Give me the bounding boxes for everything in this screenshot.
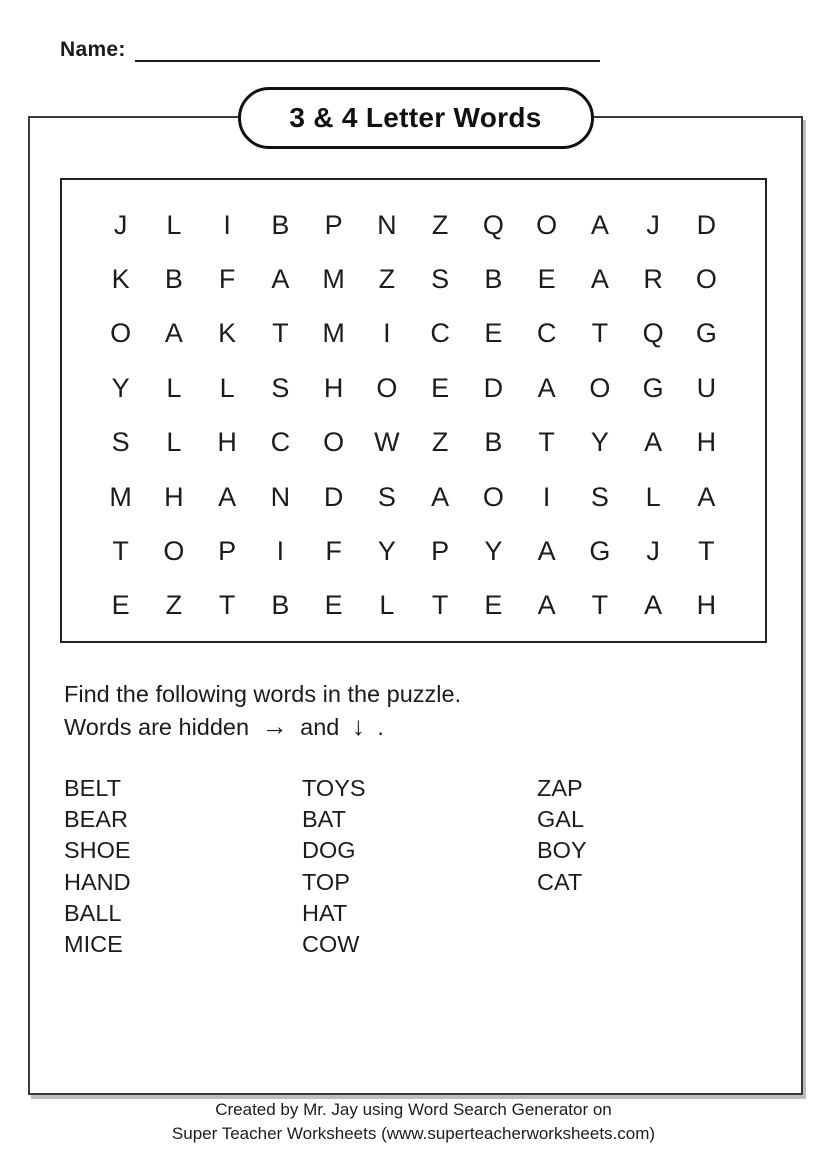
word-list-item: HAT <box>302 899 348 926</box>
grid-letter: A <box>537 535 556 566</box>
title-pill <box>238 87 594 149</box>
instructions-line-2-prefix: Words are hidden <box>64 714 250 740</box>
name-blank-line <box>135 38 600 62</box>
word-list-item: TOYS <box>302 775 366 801</box>
grid-letter: C <box>430 318 450 349</box>
grid-letter: Z <box>165 590 183 621</box>
grid-letter: Z <box>431 427 449 458</box>
grid-letter: I <box>276 535 285 566</box>
instructions-line-1: Find the following words in the puzzle. <box>64 681 462 707</box>
grid-letter: T <box>272 318 289 349</box>
word-list-item: BOY <box>537 837 587 864</box>
word-list-item: MICE <box>64 931 123 958</box>
grid-letter: Y <box>377 535 396 566</box>
grid-letter: H <box>323 372 344 403</box>
grid-letter: I <box>542 481 551 512</box>
grid-letter: E <box>537 264 556 295</box>
name-label: Name: <box>60 38 126 61</box>
puzzle-grid-frame <box>60 178 767 643</box>
word-list-item: BALL <box>64 899 122 926</box>
grid-letter: A <box>218 481 237 512</box>
grid-letter: E <box>324 590 343 621</box>
grid-letter: Y <box>484 535 503 566</box>
grid-letter: I <box>383 318 391 349</box>
word-list <box>64 773 774 973</box>
grid-letter: A <box>644 590 663 621</box>
grid-letter: H <box>696 590 717 621</box>
grid-letter: A <box>537 372 556 403</box>
grid-letter: Z <box>431 209 449 240</box>
word-list-column <box>302 773 366 960</box>
grid-letter: Q <box>482 209 504 240</box>
name-row <box>60 38 600 62</box>
grid-letter: T <box>698 535 715 566</box>
word-list-item: HAND <box>64 868 131 895</box>
grid-letter: R <box>643 264 663 295</box>
grid-letter: M <box>322 264 345 295</box>
grid-letter: O <box>589 372 611 403</box>
grid-letter: S <box>377 481 396 512</box>
grid-letter: P <box>324 209 343 240</box>
grid-letter: A <box>644 427 663 458</box>
word-list-item: ZAP <box>537 775 583 801</box>
grid-letter: M <box>109 481 132 512</box>
grid-letter: D <box>323 481 344 512</box>
grid-letter: G <box>695 318 717 349</box>
grid-letter: T <box>112 535 129 566</box>
grid-letter: Y <box>590 427 609 458</box>
grid-letter: F <box>218 264 236 295</box>
grid-letter: T <box>591 318 609 349</box>
grid-letter: S <box>590 481 609 512</box>
page-title: 3 & 4 Letter Words <box>289 102 542 133</box>
grid-letter: J <box>646 209 660 240</box>
grid-letter: B <box>271 590 290 621</box>
grid-letter: J <box>113 209 128 240</box>
grid-letter: I <box>223 209 231 240</box>
grid-letter: O <box>163 535 185 566</box>
grid-letter: S <box>271 372 290 403</box>
grid-letter: L <box>379 590 395 621</box>
word-list-item: DOG <box>302 837 356 864</box>
instructions <box>64 678 461 743</box>
grid-letter: L <box>166 372 182 403</box>
grid-letter: H <box>164 481 184 512</box>
grid-letter: S <box>431 264 450 295</box>
word-list-item: CAT <box>537 868 583 895</box>
grid-letter: N <box>270 481 291 512</box>
grid-letter: Z <box>378 264 396 295</box>
grid-letter: O <box>110 318 132 349</box>
word-list-item: COW <box>302 931 360 958</box>
word-list-item: BEAR <box>64 806 128 833</box>
grid-letter: O <box>376 372 398 403</box>
word-list-column <box>537 773 587 898</box>
grid-letter: P <box>218 535 237 566</box>
instructions-conjunction: and <box>300 714 340 740</box>
instructions-suffix: . <box>377 714 384 740</box>
grid-letter: A <box>697 481 716 512</box>
grid-letter: T <box>431 590 449 621</box>
grid-letter: U <box>696 372 717 403</box>
grid-letter: L <box>219 372 235 403</box>
grid-letter: E <box>111 590 130 621</box>
grid-letter: Y <box>111 372 130 403</box>
grid-letter: O <box>695 264 717 295</box>
grid-letter: B <box>164 264 183 295</box>
word-list-column <box>64 773 131 960</box>
grid-letter: H <box>696 427 717 458</box>
grid-letter: P <box>431 535 450 566</box>
footer-line-1: Created by Mr. Jay using Word Search Generator on <box>215 1100 612 1119</box>
word-list-item: SHOE <box>64 837 131 864</box>
grid-letter: E <box>484 318 503 349</box>
instructions-line-2 <box>64 710 461 743</box>
grid-letter: K <box>111 264 130 295</box>
grid-letter: B <box>484 427 503 458</box>
word-list-item: BELT <box>64 775 122 801</box>
worksheet-frame <box>28 102 803 1095</box>
grid-letter: C <box>270 427 291 458</box>
grid-letter: F <box>325 535 342 566</box>
grid-letter: A <box>164 318 183 349</box>
puzzle-grid <box>62 180 765 641</box>
grid-letter: D <box>483 372 504 403</box>
word-list-item: GAL <box>537 806 585 833</box>
grid-letter: M <box>322 318 345 349</box>
grid-letter: N <box>377 209 397 240</box>
grid-letter: A <box>590 209 609 240</box>
arrow-right-icon: → <box>261 711 288 741</box>
grid-letter: A <box>590 264 609 295</box>
grid-letter: T <box>591 590 609 621</box>
grid-letter: S <box>111 427 130 458</box>
grid-letter: A <box>537 590 556 621</box>
grid-letter: A <box>431 481 450 512</box>
grid-letter: B <box>271 209 290 240</box>
footer-credit <box>0 1098 827 1145</box>
grid-letter: O <box>536 209 558 240</box>
grid-letter: G <box>589 535 611 566</box>
grid-letter: T <box>538 427 555 458</box>
grid-letter: W <box>374 427 400 458</box>
grid-letter: L <box>645 481 661 512</box>
word-list-item: BAT <box>302 806 346 833</box>
grid-letter: L <box>166 427 182 458</box>
arrow-down-icon: ↓ <box>351 711 365 741</box>
grid-letter: G <box>642 372 664 403</box>
footer-line-2: Super Teacher Worksheets (www.superteacherworksheets.com) <box>171 1123 656 1143</box>
grid-letter: E <box>431 372 450 403</box>
word-list-item: TOP <box>302 868 350 895</box>
grid-letter: H <box>217 427 237 458</box>
grid-letter: D <box>696 209 717 240</box>
grid-letter: O <box>482 481 504 512</box>
grid-letter: T <box>218 590 236 621</box>
grid-letter: Q <box>642 318 664 349</box>
grid-letter: B <box>484 264 503 295</box>
grid-letter: A <box>271 264 290 295</box>
grid-letter: O <box>323 427 345 458</box>
grid-letter: J <box>646 535 660 566</box>
grid-letter: L <box>166 209 182 240</box>
grid-letter: C <box>536 318 557 349</box>
grid-letter: E <box>484 590 503 621</box>
grid-letter: K <box>218 318 237 349</box>
